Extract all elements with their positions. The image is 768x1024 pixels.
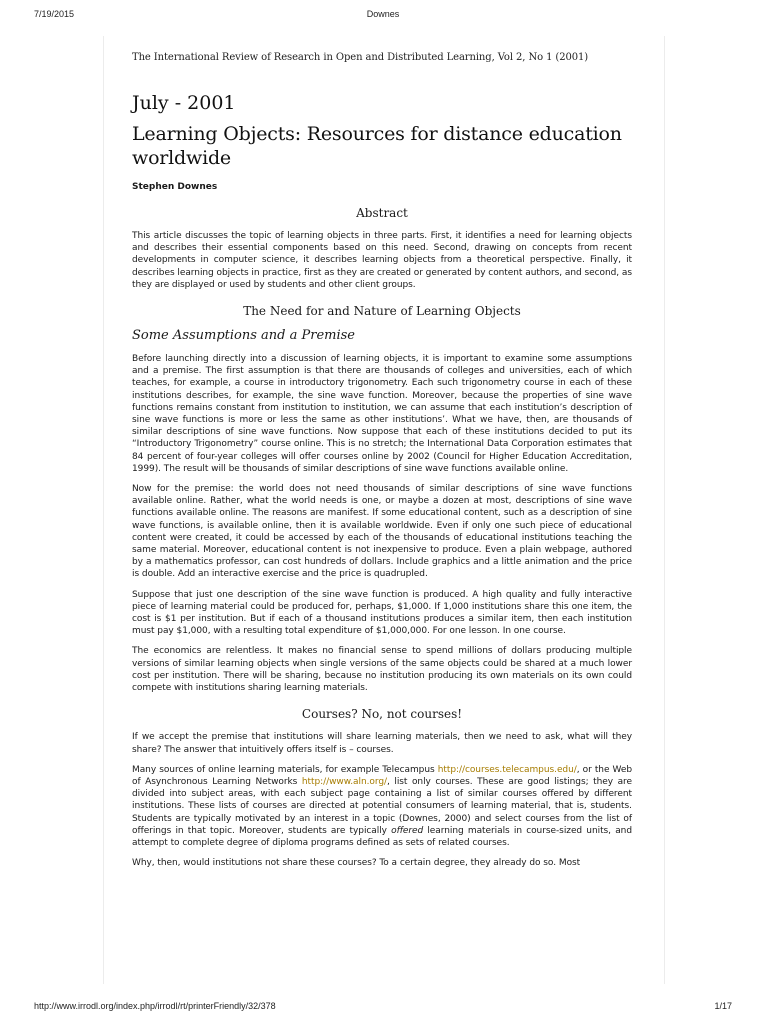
paragraph-sources [132, 764, 632, 849]
paragraph-economics: The economics are relentless. It makes no financial sense to spend millions of dollars producing multiple versions of similar learning objects when single versions of the same objects could be shared at a much lower cost per institution. There will be sharing, because no institution producing its own materials on its own could compete with institutions sharing learning materials. [132, 646, 632, 694]
abstract-text: This article discusses the topic of learning objects in three parts. First, it identifies a need for learning objects and describes their essential components based on this need. Second, drawing on concepts from recent developments in computer science, it describes learning objects from a theoretical perspective. Finally, it describes learning objects in practice, first as they are created or generated by content authors, and second, as they are displayed or used by students and other client groups. [132, 231, 632, 290]
author-name: Stephen Downes [132, 182, 218, 192]
section-heading-need: The Need for and Nature of Learning Objects [243, 304, 521, 319]
emphasis-offered: offered [391, 825, 424, 836]
telecampus-link[interactable]: http://courses.telecampus.edu/ [437, 764, 577, 775]
paragraph-sources-text-b: , or the Web of Asynchronous Learning Networks [132, 764, 632, 787]
print-header [34, 9, 732, 23]
page-frame-left-rule [103, 36, 104, 984]
page-number: 1/17 [714, 1001, 732, 1011]
paragraph-assumptions: Before launching directly into a discussion of learning objects, it is important to examine some assumptions and a premise. The first assumption is that there are thousands of colleges and universities, each of which teaches, for example, a course in introductory trigonometry. Each such trigonometry course in each of these institutions describes, for example, the sine wave function. Moreover, because the properties of sine wave functions remains constant from institution to institution, we can assume that each institution’s description of sine wave functions is more or less the same as other institutions’. What we have, then, are thousands of similar descriptions of sine wave functions. Now suppose that each of these institutions decided to put its “Introductory Trigonometry” course online. This is no stretch; the International Data Corporation estimates that 84 percent of four-year colleges will offer courses online by 2002 (Council for Higher Education Accreditation, 1999). The result will be thousands of similar descriptions of sine wave functions available online. [132, 354, 632, 474]
page-frame-right-rule [664, 36, 665, 984]
issue-date: July - 2001 [132, 92, 236, 114]
print-footer [34, 1001, 732, 1015]
print-date: 7/19/2015 [34, 9, 75, 19]
paragraph-why: Why, then, would institutions not share these courses? To a certain degree, they already do so. Most [132, 858, 581, 869]
article-title: Learning Objects: Resources for distance education worldwide [132, 123, 622, 169]
print-url: http://www.irrodl.org/index.php/irrodl/rt/printerFriendly/32/378 [34, 1001, 276, 1011]
article-body [132, 52, 632, 877]
journal-citation: The International Review of Research in Open and Distributed Learning, Vol 2, No 1 (2001) [132, 52, 589, 63]
paragraph-premise: Now for the premise: the world does not need thousands of similar descriptions of sine wave functions available online. Rather, what the world needs is one, or maybe a dozen at most, descriptions of sine wave functions available online. The reasons are manifest. If some educational content, such as a description of sine wave functions, is available online, then it is available worldwide. Even if only one such piece of educational content were created, it could be accessed by each of the thousands of educational institutions teaching the same material. Moreover, educational content is not inexpensive to produce. Even a plain webpage, authored by a mathematics professor, can cost hundreds of dollars. Include graphics and a little animation and the price is double. Add an interactive exercise and the price is quadrupled. [132, 484, 632, 580]
section-heading-courses: Courses? No, not courses! [301, 707, 463, 722]
paragraph-sources-text-d: learning materials in course-sized units, and attempt to complete degree of diploma programs defined as sets of related courses. [132, 825, 632, 848]
paragraph-sources-text-c: , list only courses. These are good listings; they are divided into subject areas, with each subject page containing a list of similar courses offered by different institutions. These lists of courses are directed at potential consumers of learning material, that is, students. Students are typically motivated by an interest in a topic (Downes, 2000) and select courses from the list of offerings in that topic. Moreover, students are typically [132, 776, 632, 836]
subheading-assumptions: Some Assumptions and a Premise [132, 328, 355, 344]
abstract-heading: Abstract [356, 206, 408, 220]
paragraph-sources-text-a: Many sources of online learning materials, for example Telecampus [132, 764, 438, 775]
paragraph-share: If we accept the premise that institutions will share learning materials, then we need to ask, what will they share? The answer that intuitively offers itself is – courses. [132, 732, 632, 755]
paragraph-cost: Suppose that just one description of the sine wave function is produced. A high quality and fully interactive piece of learning material could be produced for, perhaps, $1,000. If 1,000 institutions share this one item, the cost is $1 per institution. But if each of a thousand institutions produces a similar item, then each institution must pay $1,000, with a resulting total expenditure of $1,000,000. For one lesson. In one course. [132, 589, 632, 637]
print-title: Downes [366, 9, 400, 19]
aln-link[interactable]: http://www.aln.org/ [301, 776, 388, 787]
